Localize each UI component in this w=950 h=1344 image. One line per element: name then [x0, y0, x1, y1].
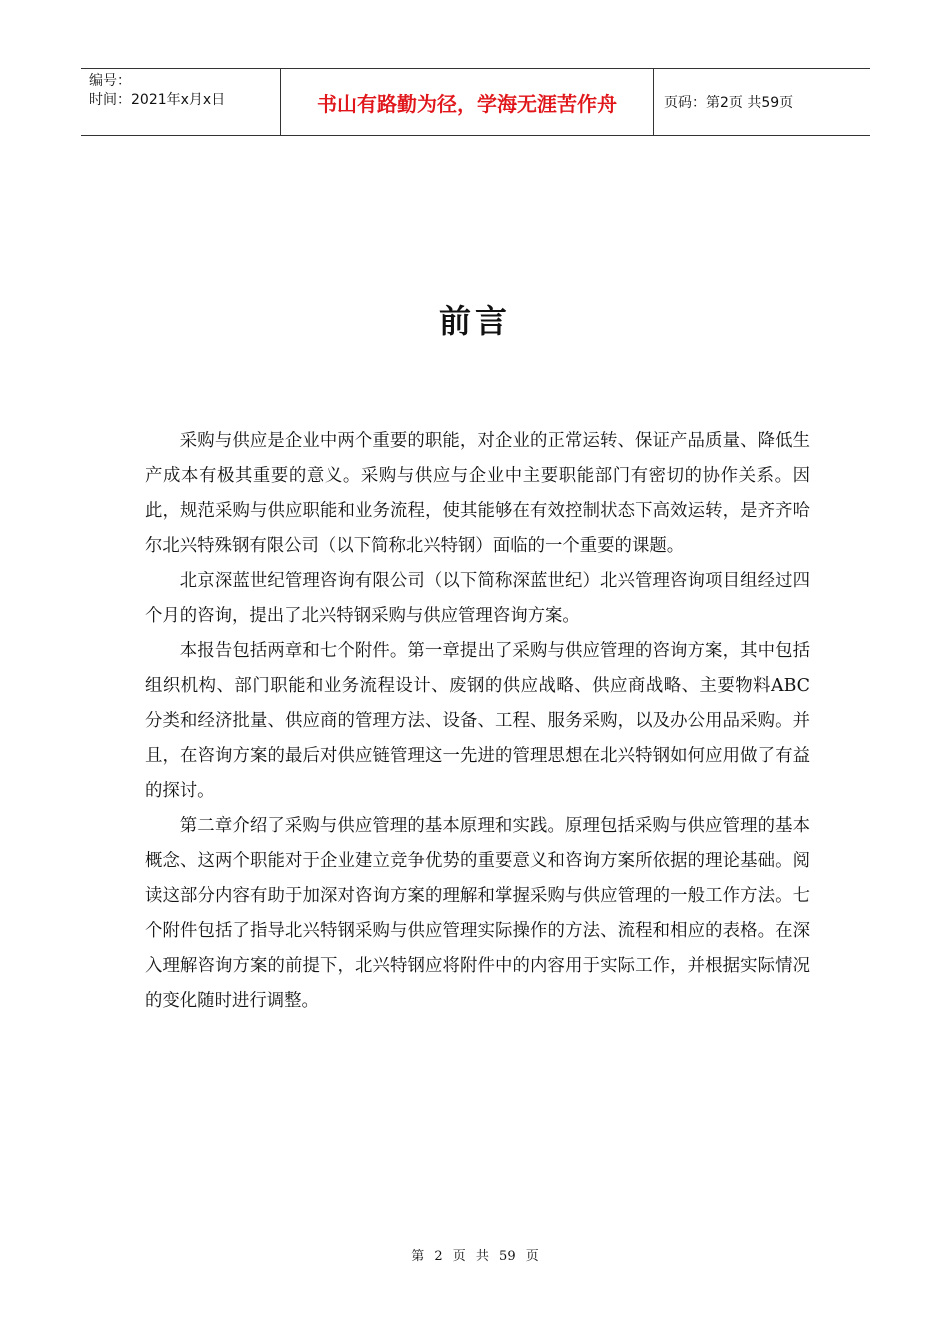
page-header [81, 68, 870, 136]
header-meta [81, 69, 281, 135]
header-page-info: 页码：第2页 共59页 [664, 95, 794, 111]
paragraph: 北京深蓝世纪管理咨询有限公司（以下简称深蓝世纪）北兴管理咨询项目组经过四个月的咨询，提出了北兴特钢采购与供应管理咨询方案。 [145, 571, 810, 626]
document-body [145, 424, 810, 1019]
paragraph: 本报告包括两章和七个附件。第一章提出了采购与供应管理的咨询方案，其中包括组织机构、部门职能和业务流程设计、废钢的供应战略、供应商战略、主要物料ABC分类和经济批量、供应商的管理方法、设备、工程、服务采购，以及办公用品采购。并且，在咨询方案的最后对供应链管理这一先进的管理思想在北兴特钢如何应用做了有益的探讨。 [145, 641, 810, 801]
document-time-label: 时间：2021年x月x日 [89, 92, 226, 108]
page-footer: 第 2 页 共 59 页 [411, 1249, 539, 1264]
document-title: 前言 [438, 302, 511, 340]
header-motto: 书山有路勤为径，学海无涯苦作舟 [281, 69, 654, 135]
paragraph: 第二章介绍了采购与供应管理的基本原理和实践。原理包括采购与供应管理的基本概念、这两个职能对于企业建立竞争优势的重要意义和咨询方案所依据的理论基础。阅读这部分内容有助于加深对咨询方案的理解和掌握采购与供应管理的一般工作方法。七个附件包括了指导北兴特钢采购与供应管理实际操作的方法、流程和相应的表格。在深入理解咨询方案的前提下，北兴特钢应将附件中的内容用于实际工作，并根据实际情况的变化随时进行调整。 [145, 816, 810, 1011]
paragraph: 采购与供应是企业中两个重要的职能，对企业的正常运转、保证产品质量、降低生产成本有极其重要的意义。采购与供应与企业中主要职能部门有密切的协作关系。因此，规范采购与供应职能和业务流程，使其能够在有效控制状态下高效运转，是齐齐哈尔北兴特殊钢有限公司（以下简称北兴特钢）面临的一个重要的课题。 [145, 431, 810, 556]
document-number-label: 编号： [89, 73, 131, 89]
